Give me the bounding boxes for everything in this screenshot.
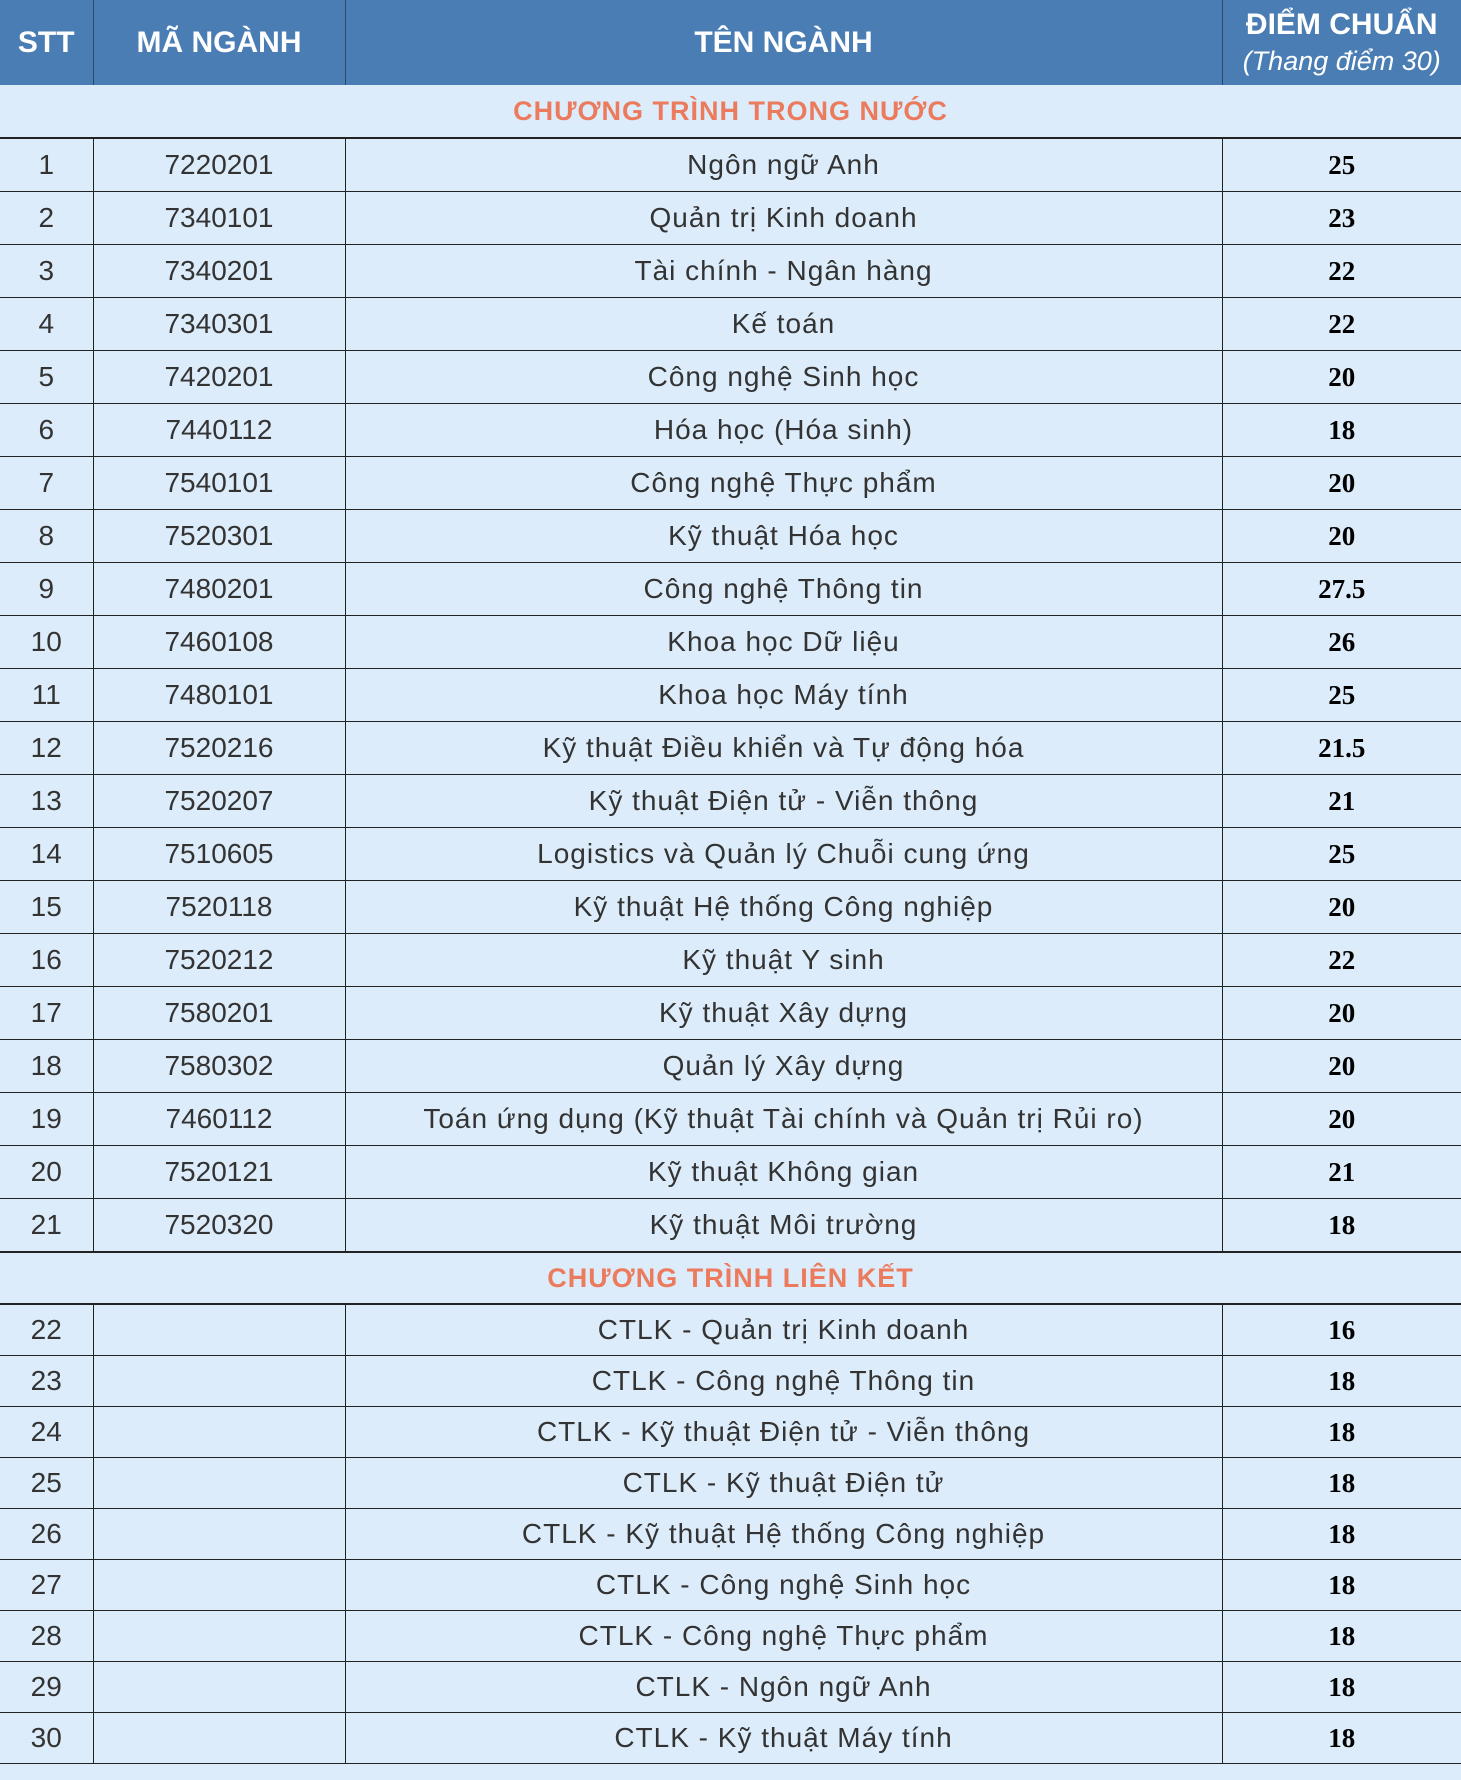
cutoff-score: 20	[1222, 987, 1461, 1040]
section-title: CHƯƠNG TRÌNH TRONG NƯỚC	[0, 85, 1461, 138]
header-name: TÊN NGÀNH	[345, 0, 1222, 85]
major-code	[93, 1304, 345, 1356]
table-row	[0, 1199, 1461, 1253]
row-number: 27	[0, 1560, 93, 1611]
major-name: Khoa học Dữ liệu	[345, 616, 1222, 669]
cutoff-score: 27.5	[1222, 563, 1461, 616]
cutoff-score: 20	[1222, 510, 1461, 563]
cutoff-score: 21	[1222, 1146, 1461, 1199]
table-row	[0, 1713, 1461, 1764]
row-number: 29	[0, 1662, 93, 1713]
table-row	[0, 1146, 1461, 1199]
major-name: Công nghệ Thông tin	[345, 563, 1222, 616]
major-code: 7460108	[93, 616, 345, 669]
major-name: Ngôn ngữ Anh	[345, 138, 1222, 192]
major-code: 7440112	[93, 404, 345, 457]
row-number: 17	[0, 987, 93, 1040]
row-number: 19	[0, 1093, 93, 1146]
major-name: Kỹ thuật Hệ thống Công nghiệp	[345, 881, 1222, 934]
major-code	[93, 1611, 345, 1662]
table-row	[0, 1611, 1461, 1662]
table-row	[0, 298, 1461, 351]
table-row	[0, 828, 1461, 881]
table-row	[0, 1356, 1461, 1407]
major-name: CTLK - Kỹ thuật Máy tính	[345, 1713, 1222, 1764]
major-code: 7540101	[93, 457, 345, 510]
header-stt: STT	[0, 0, 93, 85]
major-code: 7520301	[93, 510, 345, 563]
header-code: MÃ NGÀNH	[93, 0, 345, 85]
cutoff-score: 18	[1222, 1611, 1461, 1662]
row-number: 1	[0, 138, 93, 192]
major-code: 7340101	[93, 192, 345, 245]
row-number: 6	[0, 404, 93, 457]
major-name: Công nghệ Thực phẩm	[345, 457, 1222, 510]
table-row	[0, 1093, 1461, 1146]
major-name: Kế toán	[345, 298, 1222, 351]
cutoff-score: 20	[1222, 881, 1461, 934]
row-number: 2	[0, 192, 93, 245]
major-name: Kỹ thuật Không gian	[345, 1146, 1222, 1199]
header-score-title: ĐIỂM CHUẨN	[1245, 8, 1438, 41]
major-name: CTLK - Kỹ thuật Điện tử	[345, 1458, 1222, 1509]
major-name: Quản trị Kinh doanh	[345, 192, 1222, 245]
cutoff-score: 20	[1222, 351, 1461, 404]
table-row	[0, 245, 1461, 298]
row-number: 18	[0, 1040, 93, 1093]
major-name: Kỹ thuật Xây dựng	[345, 987, 1222, 1040]
row-number: 15	[0, 881, 93, 934]
major-code: 7460112	[93, 1093, 345, 1146]
major-code: 7480101	[93, 669, 345, 722]
cutoff-score: 25	[1222, 828, 1461, 881]
major-name: Tài chính - Ngân hàng	[345, 245, 1222, 298]
major-name: Quản lý Xây dựng	[345, 1040, 1222, 1093]
table-header	[0, 0, 1461, 85]
major-name: Kỹ thuật Điện tử - Viễn thông	[345, 775, 1222, 828]
major-code: 7580201	[93, 987, 345, 1040]
table-row	[0, 138, 1461, 192]
table-row	[0, 934, 1461, 987]
major-name: Hóa học (Hóa sinh)	[345, 404, 1222, 457]
cutoff-score: 18	[1222, 1356, 1461, 1407]
table-row	[0, 1407, 1461, 1458]
cutoff-score: 18	[1222, 1662, 1461, 1713]
major-name: Kỹ thuật Môi trường	[345, 1199, 1222, 1253]
table-row	[0, 1509, 1461, 1560]
major-code: 7480201	[93, 563, 345, 616]
major-name: CTLK - Công nghệ Thông tin	[345, 1356, 1222, 1407]
table-row	[0, 881, 1461, 934]
major-code: 7340301	[93, 298, 345, 351]
row-number: 5	[0, 351, 93, 404]
major-code: 7520216	[93, 722, 345, 775]
table-row	[0, 987, 1461, 1040]
major-name: Kỹ thuật Điều khiển và Tự động hóa	[345, 722, 1222, 775]
row-number: 16	[0, 934, 93, 987]
table-row	[0, 192, 1461, 245]
major-name: Kỹ thuật Hóa học	[345, 510, 1222, 563]
major-name: CTLK - Ngôn ngữ Anh	[345, 1662, 1222, 1713]
table-row	[0, 351, 1461, 404]
table-row	[0, 669, 1461, 722]
major-code	[93, 1509, 345, 1560]
cutoff-score: 21	[1222, 775, 1461, 828]
major-name: CTLK - Công nghệ Sinh học	[345, 1560, 1222, 1611]
row-number: 21	[0, 1199, 93, 1253]
major-code: 7510605	[93, 828, 345, 881]
major-code	[93, 1356, 345, 1407]
row-number: 14	[0, 828, 93, 881]
row-number: 24	[0, 1407, 93, 1458]
cutoff-score: 20	[1222, 457, 1461, 510]
cutoff-score: 18	[1222, 1713, 1461, 1764]
row-number: 30	[0, 1713, 93, 1764]
major-code	[93, 1458, 345, 1509]
major-code: 7220201	[93, 138, 345, 192]
major-code: 7520320	[93, 1199, 345, 1253]
cutoff-score: 20	[1222, 1093, 1461, 1146]
table-row	[0, 722, 1461, 775]
cutoff-score: 21.5	[1222, 722, 1461, 775]
header-score	[1222, 0, 1461, 85]
cutoff-score: 18	[1222, 1458, 1461, 1509]
row-number: 25	[0, 1458, 93, 1509]
table-row	[0, 563, 1461, 616]
major-code: 7420201	[93, 351, 345, 404]
cutoff-score: 20	[1222, 1040, 1461, 1093]
row-number: 23	[0, 1356, 93, 1407]
table-row	[0, 457, 1461, 510]
major-name: CTLK - Kỹ thuật Điện tử - Viễn thông	[345, 1407, 1222, 1458]
cutoff-score: 16	[1222, 1304, 1461, 1356]
table-row	[0, 1458, 1461, 1509]
cutoff-score: 22	[1222, 934, 1461, 987]
header-score-scale: (Thang điểm 30)	[1242, 46, 1441, 76]
major-name: Kỹ thuật Y sinh	[345, 934, 1222, 987]
row-number: 20	[0, 1146, 93, 1199]
table-row	[0, 510, 1461, 563]
cutoff-score: 23	[1222, 192, 1461, 245]
row-number: 22	[0, 1304, 93, 1356]
row-number: 7	[0, 457, 93, 510]
major-name: CTLK - Công nghệ Thực phẩm	[345, 1611, 1222, 1662]
major-name: CTLK - Kỹ thuật Hệ thống Công nghiệp	[345, 1509, 1222, 1560]
row-number: 4	[0, 298, 93, 351]
major-name: Toán ứng dụng (Kỹ thuật Tài chính và Quản trị Rủi ro)	[345, 1093, 1222, 1146]
cutoff-score: 22	[1222, 245, 1461, 298]
major-code	[93, 1662, 345, 1713]
major-name: Khoa học Máy tính	[345, 669, 1222, 722]
table-row	[0, 1304, 1461, 1356]
cutoff-score: 18	[1222, 404, 1461, 457]
table-row	[0, 404, 1461, 457]
major-code	[93, 1713, 345, 1764]
table-row	[0, 775, 1461, 828]
table-row	[0, 1662, 1461, 1713]
cutoff-score: 18	[1222, 1407, 1461, 1458]
cutoff-score: 18	[1222, 1199, 1461, 1253]
cutoff-score: 22	[1222, 298, 1461, 351]
major-code	[93, 1407, 345, 1458]
row-number: 9	[0, 563, 93, 616]
section-title: CHƯƠNG TRÌNH LIÊN KẾT	[0, 1252, 1461, 1304]
table-row	[0, 1560, 1461, 1611]
cutoff-score: 26	[1222, 616, 1461, 669]
row-number: 28	[0, 1611, 93, 1662]
major-code	[93, 1560, 345, 1611]
row-number: 11	[0, 669, 93, 722]
major-code: 7520118	[93, 881, 345, 934]
row-number: 13	[0, 775, 93, 828]
cutoff-score: 25	[1222, 669, 1461, 722]
major-code: 7520207	[93, 775, 345, 828]
major-name: Công nghệ Sinh học	[345, 351, 1222, 404]
major-code: 7340201	[93, 245, 345, 298]
major-code: 7520212	[93, 934, 345, 987]
major-name: CTLK - Quản trị Kinh doanh	[345, 1304, 1222, 1356]
row-number: 8	[0, 510, 93, 563]
row-number: 26	[0, 1509, 93, 1560]
cutoff-score: 25	[1222, 138, 1461, 192]
row-number: 12	[0, 722, 93, 775]
cutoff-score: 18	[1222, 1560, 1461, 1611]
row-number: 10	[0, 616, 93, 669]
table-row	[0, 616, 1461, 669]
major-code: 7580302	[93, 1040, 345, 1093]
table-row	[0, 1040, 1461, 1093]
major-name: Logistics và Quản lý Chuỗi cung ứng	[345, 828, 1222, 881]
major-code: 7520121	[93, 1146, 345, 1199]
cutoff-score: 18	[1222, 1509, 1461, 1560]
row-number: 3	[0, 245, 93, 298]
